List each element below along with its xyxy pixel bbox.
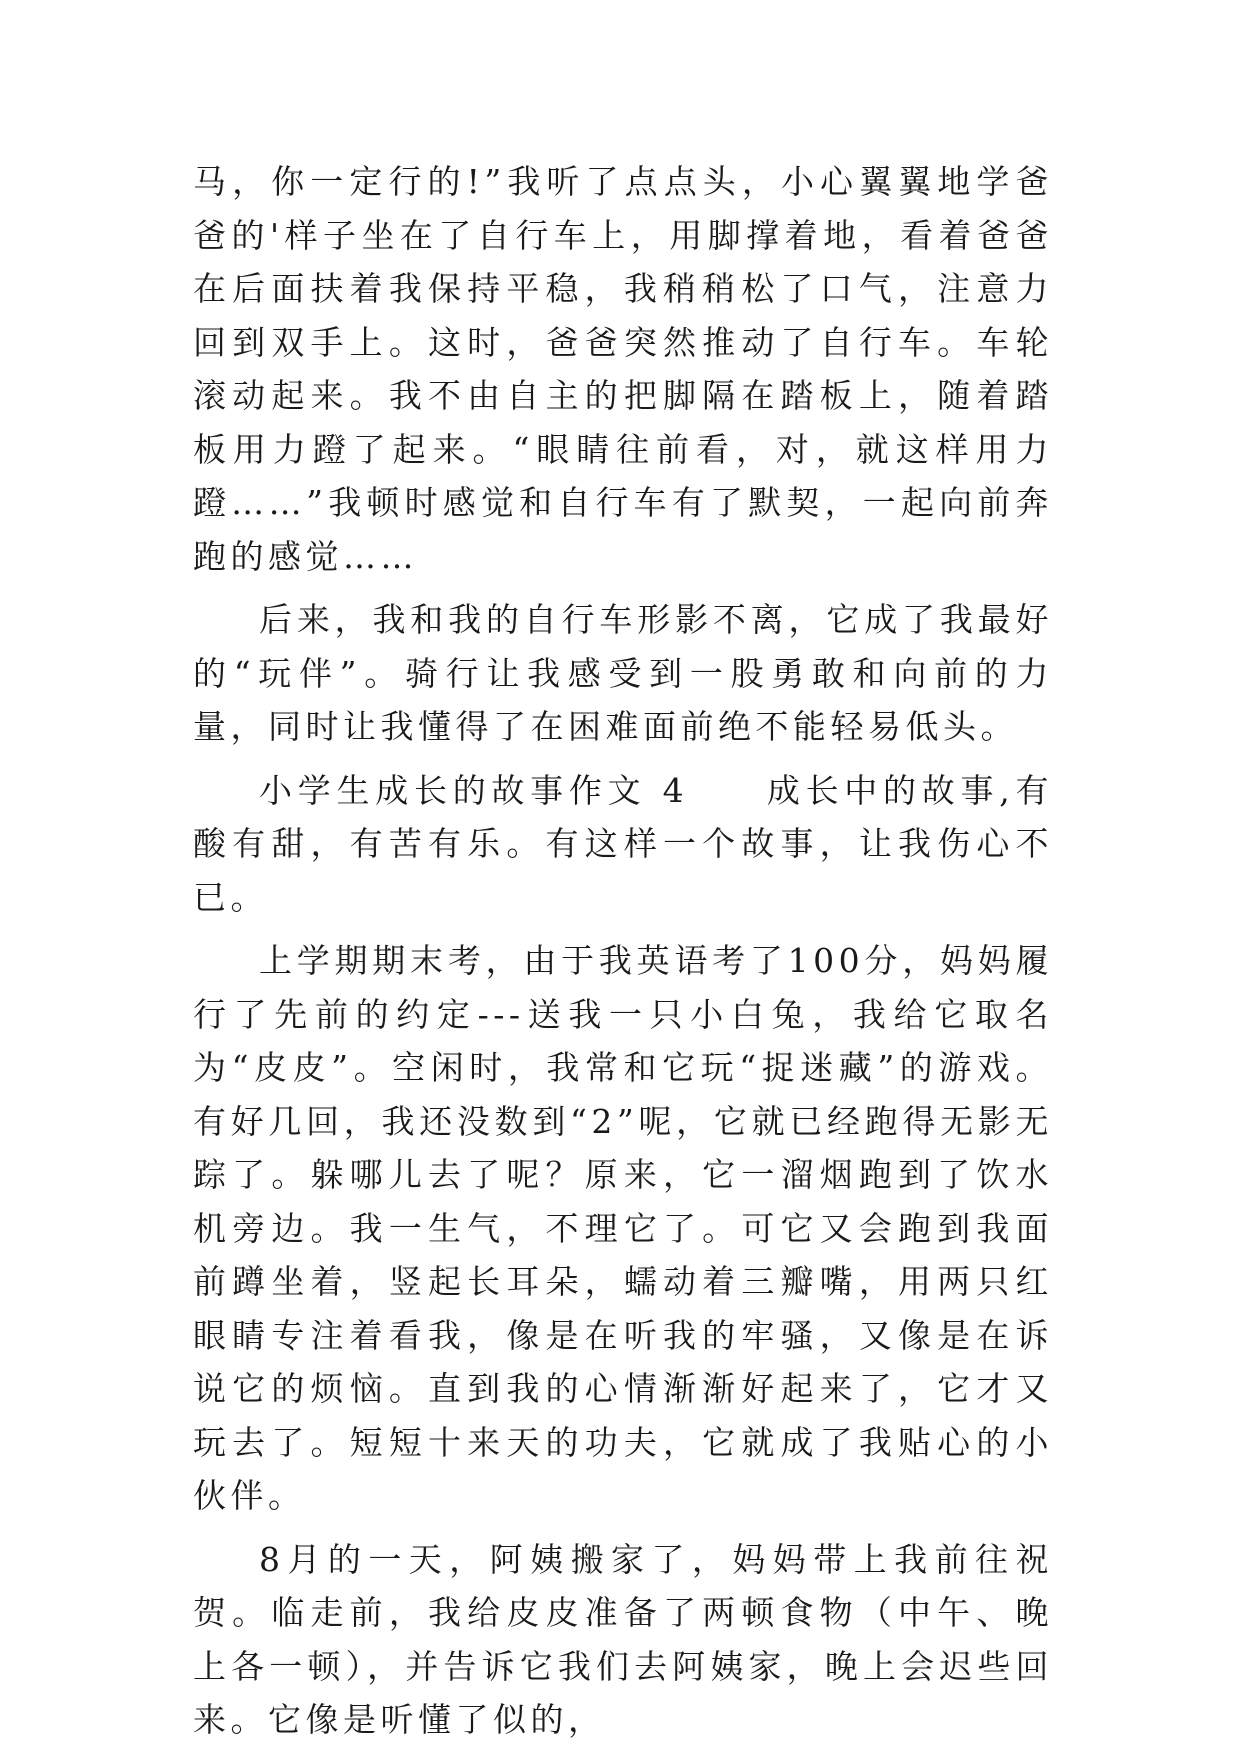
paragraph-5: 8月的一天，阿姨搬家了，妈妈带上我前往祝贺。临走前，我给皮皮准备了两顿食物（中午、晚上各一顿），并告诉它我们去阿姨家，晚上会迟些回来。它像是听懂了似的， [193,1539,1053,1739]
paragraph-4: 上学期期末考，由于我英语考了100分，妈妈履行了先前的约定---送我一只小白兔，我给它取名为“皮皮”。空闲时，我常和它玩“捉迷藏”的游戏。有好几回，我还没数到“2”呢，它就已经跑得无影无踪了。躲哪儿去了呢？原来，它一溜烟跑到了饮水机旁边。我一生气，不理它了。可它又会跑到我面前蹲坐着，竖起长耳朵，蠕动着三瓣嘴，用两只红眼睛专注着看我，像是在听我的牢骚，又像是在诉说它的烦恼。直到我的心情渐渐好起来了，它才又玩去了。短短十来天的功夫，它就成了我贴心的小伙伴。 [193,941,1053,1515]
paragraph-3-essay-heading: 小学生成长的故事作文 4 成长中的故事,有酸有甜，有苦有乐。有这样一个故事，让我伤心不已。 [193,770,1053,917]
document-body [193,155,1053,1757]
paragraph-2: 后来，我和我的自行车形影不离，它成了我最好的“玩伴”。骑行让我感受到一股勇敢和向前的力量，同时让我懂得了在困难面前绝不能轻易低头。 [193,600,1053,746]
paragraph-1: 马，你一定行的!”我听了点点头，小心翼翼地学爸爸的'样子坐在了自行车上，用脚撑着地，看着爸爸在后面扶着我保持平稳，我稍稍松了口气，注意力回到双手上。这时，爸爸突然推动了自行车。车轮滚动起来。我不由自主的把脚隔在踏板上，随着踏板用力蹬了起来。“眼睛往前看，对，就这样用力蹬……”我顿时感觉和自行车有了默契，一起向前奔跑的感觉…… [193,162,1053,576]
